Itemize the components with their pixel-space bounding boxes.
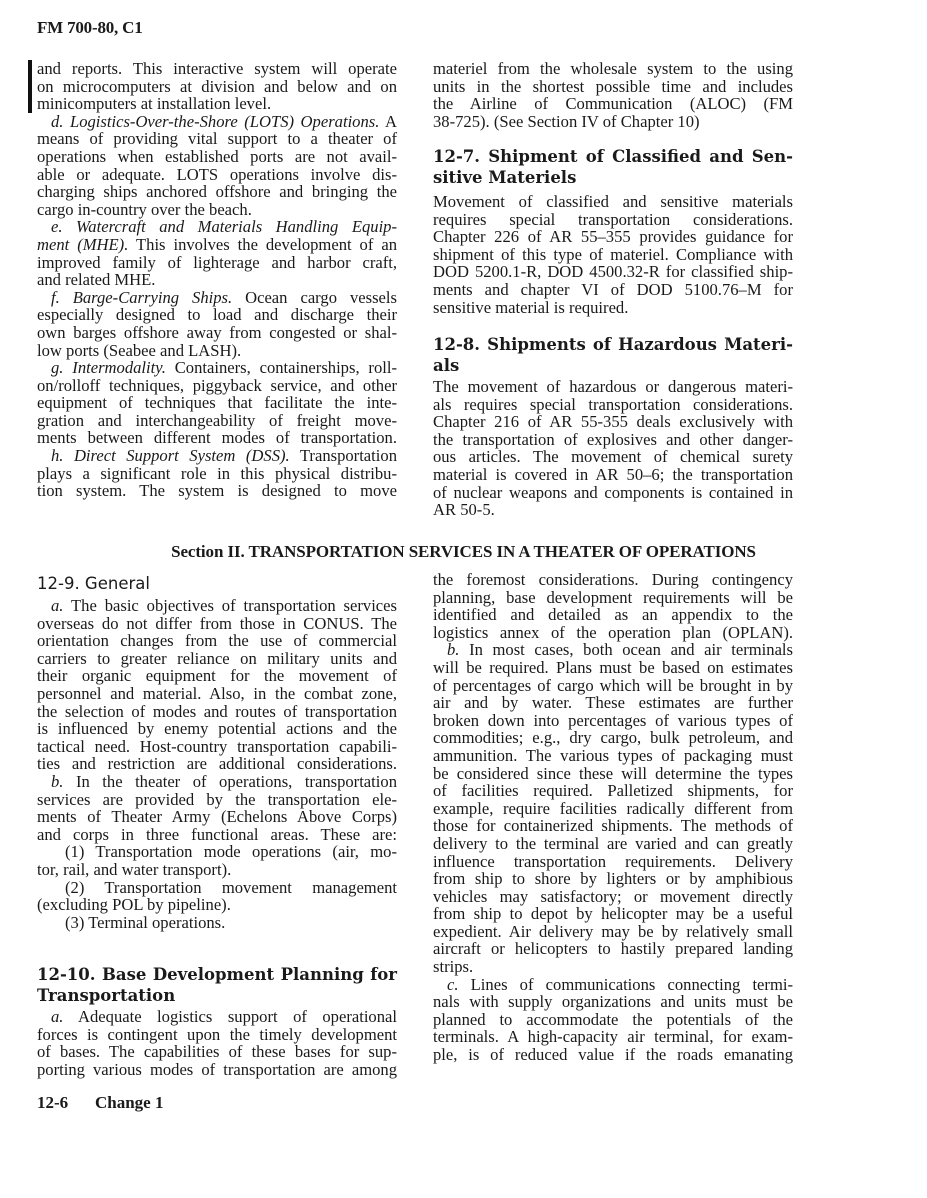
- subpara-b-first: b. In the theater of operations, transportation: [51, 771, 397, 791]
- right-column-bottom: [433, 571, 793, 1064]
- list-item-3: (3) Terminal operations.: [65, 912, 226, 932]
- text-line: ments of Theater Army (Echelons Above Corps): [37, 807, 397, 827]
- text-line: Movement of classified and sensitive materials: [433, 192, 793, 211]
- left-column-top: [37, 60, 397, 500]
- text-line: ple, is of reduced value if the roads emanating: [433, 1045, 793, 1065]
- text-line: charging ships anchored offshore and bringing the: [37, 182, 397, 202]
- text-line: Chapter 216 of AR 55-355 deals exclusively with: [433, 412, 793, 432]
- text-line: low ports (Seabee and LASH).: [37, 340, 242, 360]
- text-line: improved family of lighterage and harbor craft,: [37, 252, 397, 272]
- text-line: of percentages of cargo which will be brought in by: [433, 675, 793, 695]
- text-line: ments between different modes of transportation.: [37, 428, 397, 448]
- text-line: tactical need. Host-country transportation capabili-: [37, 736, 397, 756]
- text-line: plays a significant role in this physical distribu-: [37, 463, 397, 483]
- text-line: materiel from the wholesale system to the using: [433, 59, 793, 78]
- text-line: and corps in three functional areas. These are:: [37, 824, 397, 844]
- text-line: the transportation of explosives and other danger-: [433, 429, 793, 449]
- text-line: the Airline of Communication (ALOC) (FM: [433, 94, 793, 114]
- text-line: those for containerized shipments. The methods of: [433, 816, 793, 836]
- text-line: minicomputers at installation level.: [37, 94, 272, 114]
- text-line: from ship to depot by helicopter may be a useful: [433, 904, 793, 924]
- change-label: Change 1: [95, 1093, 164, 1112]
- text-line: vehicles may satisfactory; or movement directly: [433, 886, 793, 906]
- text-line: means of providing vital support to a theater of: [37, 129, 397, 149]
- text-line: from ship to shore by lighters or by amphibious: [433, 869, 793, 889]
- text-line: operations when established ports are not avail-: [37, 146, 397, 166]
- text-line: 38-725). (See Section IV of Chapter 10): [433, 111, 700, 131]
- text-line: own barges offshore away from congested or shal-: [37, 322, 397, 342]
- text-line: material is covered in AR 50–6; the transportation: [433, 464, 793, 484]
- list-item-1: (1) Transportation mode operations (air, mo-: [65, 842, 397, 862]
- subpara-a-first: a. The basic objectives of transportation services: [51, 596, 397, 615]
- subpara-a-first: a. Adequate logistics support of operational: [51, 1007, 397, 1026]
- text-line: of bases. The capabilities of these bases for sup-: [37, 1042, 397, 1062]
- subpara-f-title: f. Barge-Carrying Ships. Ocean cargo vessels: [51, 287, 397, 307]
- right-column-top: [433, 60, 793, 130]
- paragraph-heading: 12-9. General: [37, 574, 150, 593]
- text-line: ties and restriction are additional considerations.: [37, 754, 397, 774]
- text-line: equipment of techniques that facilitate the inte-: [37, 393, 397, 413]
- text-line: shipment of this type of materiel. Compliance with: [433, 244, 793, 264]
- text-line: be considered since these will determine the types: [433, 763, 793, 783]
- list-item-1-cont: tor, rail, and water transport).: [37, 859, 232, 879]
- text-line: on/rolloff techniques, piggyback service, and other: [37, 375, 397, 395]
- paragraph-heading: sitive Materiels: [433, 168, 577, 187]
- list-item-2-cont: (excluding POL by pipeline).: [37, 895, 231, 915]
- text-line: delivery to the terminal are varied and can greatly: [433, 833, 793, 853]
- subpara-c-first: c. Lines of communications connecting termi-: [447, 974, 793, 994]
- change-bar: [28, 60, 32, 113]
- paragraph-12-10: [37, 964, 397, 1078]
- text-line: forces is contingent upon the timely development: [37, 1024, 397, 1044]
- text-line: of nuclear weapons and components is contained in: [433, 482, 793, 502]
- text-line: broken down into percentages of various types of: [433, 710, 793, 730]
- subpara-g-title: g. Intermodality. Containers, containerships, roll-: [51, 358, 398, 378]
- text-line: on microcomputers at division and below and on: [37, 76, 397, 96]
- paragraph-heading: Transportation: [37, 986, 176, 1005]
- text-line: terminals. A high-capacity air terminal, for exam-: [433, 1027, 793, 1047]
- text-line: ment (MHE). This involves the development of an: [37, 234, 397, 254]
- text-line: personnel and material. Also, in the combat zone,: [37, 683, 397, 703]
- page-footer: [37, 1093, 163, 1113]
- text-line: air and by water. These estimates are further: [433, 693, 793, 713]
- text-line: ammunition. The various types of packaging must: [433, 745, 793, 765]
- paragraph-12-7: [433, 146, 793, 316]
- text-line: DOD 5200.1-R, DOD 4500.32-R for classified ship-: [433, 262, 793, 282]
- text-line: commodities; e.g., dry cargo, bulk petroleum, and: [433, 728, 793, 748]
- paragraph-12-9: [37, 573, 397, 931]
- text-line: AR 50-5.: [433, 500, 495, 520]
- paragraph-heading: 12-10. Base Development Planning for: [37, 965, 397, 984]
- paragraph-heading: 12-7. Shipment of Classified and Sen-: [433, 147, 793, 166]
- text-line: planning, base development requirements will be: [433, 587, 793, 607]
- text-line: the selection of modes and routes of transportation: [37, 701, 397, 721]
- section-title: Section II. TRANSPORTATION SERVICES IN A THEATER OF OPERATIONS: [171, 542, 756, 561]
- list-item-2: (2) Transportation movement management: [65, 877, 397, 897]
- text-line: aircraft or helicopters to hastily prepared landing: [433, 939, 793, 959]
- subpara-d-title: d. Logistics-Over-the-Shore (LOTS) Operations. A: [51, 111, 397, 131]
- text-line: als requires special transportation considerations.: [433, 394, 793, 414]
- subpara-h-title: h. Direct Support System (DSS). Transportation: [51, 446, 397, 466]
- text-line: cargo in-country over the beach.: [37, 199, 252, 219]
- text-line: overseas do not differ from those in CONUS. The: [37, 613, 397, 633]
- text-line: example, require facilities radically different from: [433, 798, 793, 818]
- text-line: their organic equipment for the movement of: [37, 666, 397, 686]
- text-line: gration and interchangeability of freight move-: [37, 410, 397, 430]
- subpara-e-title: e. Watercraft and Materials Handling Equip-: [51, 217, 397, 237]
- text-line: able or adequate. LOTS operations involve dis-: [37, 164, 397, 184]
- text-line: is influenced by enemy potential actions and the: [37, 719, 397, 739]
- text-line: requires special transportation considerations.: [433, 209, 793, 229]
- text-line: sensitive material is required.: [433, 297, 629, 317]
- text-line: influence transportation requirements. Delivery: [433, 851, 793, 871]
- text-line: and related MHE.: [37, 270, 156, 290]
- text-line: tion system. The system is designed to move: [37, 481, 397, 501]
- text-line: will be required. Plans must be based on estimates: [433, 657, 793, 677]
- running-head: FM 700-80, C1: [37, 18, 143, 37]
- subpara-b-first: b. In most cases, both ocean and air terminals: [447, 640, 793, 660]
- text-line: logistics annex of the operation plan (OPLAN).: [433, 622, 793, 642]
- text-line: Chapter 226 of AR 55–355 provides guidance for: [433, 227, 793, 247]
- text-line: services are provided by the transportation ele-: [37, 789, 397, 809]
- text-line: of facilities required. Palletized shipments, for: [433, 781, 793, 801]
- text-line: especially designed to load and discharge their: [37, 305, 397, 325]
- text-line: planned to accommodate the potentials of the: [433, 1009, 793, 1029]
- text-line: expedient. Air delivery may be by relatively small: [433, 921, 793, 941]
- text-line: carriers to greater reliance on military units and: [37, 648, 397, 668]
- page-number: 12-6: [37, 1093, 69, 1112]
- text-line: nals with supply organizations and units must be: [433, 992, 793, 1012]
- text-line: units in the shortest possible time and includes: [433, 76, 793, 96]
- text-line: orientation changes from the use of commercial: [37, 631, 397, 651]
- paragraph-heading: als: [433, 356, 460, 375]
- text-line: ous articles. The movement of chemical surety: [433, 447, 793, 467]
- text-line: ments and chapter VI of DOD 5100.76–M for: [433, 279, 793, 299]
- paragraph-heading: 12-8. Shipments of Hazardous Materi-: [433, 335, 793, 354]
- text-line: identified and detailed as an appendix to the: [433, 605, 793, 625]
- text-line: the foremost considerations. During contingency: [433, 570, 793, 589]
- text-line: and reports. This interactive system will operate: [37, 59, 397, 78]
- text-line: porting various modes of transportation are among: [37, 1059, 397, 1079]
- text-line: strips.: [433, 957, 474, 977]
- paragraph-12-8: [433, 334, 793, 519]
- text-line: The movement of hazardous or dangerous materi-: [433, 377, 793, 396]
